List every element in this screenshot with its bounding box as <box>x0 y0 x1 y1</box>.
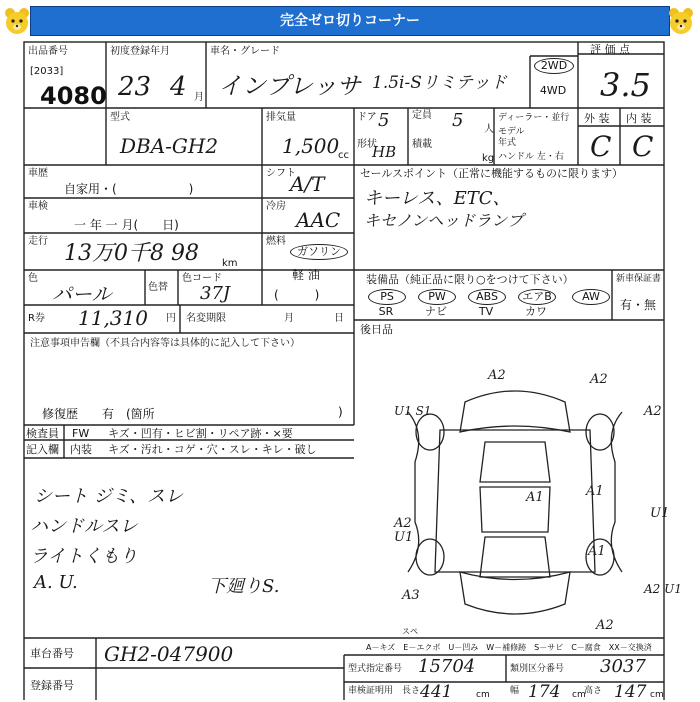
color-label: 色 <box>28 273 38 284</box>
diagram-mark-right-u1: U1 <box>650 506 670 521</box>
fuel-paren: ( ) <box>274 288 320 302</box>
rear-seat-label: 後日品 <box>360 323 393 336</box>
length-value: 441 <box>420 682 453 702</box>
color-change-label: 色替 <box>148 282 168 293</box>
notes-label: 注意事項申告欄（不具合内容等は具体的に記入して下さい） <box>30 338 300 349</box>
diagram-legend: A－キズ E－エクボ U－凹み W－補修跡 S－サビ C－腐食 XX－交換済 <box>366 643 652 652</box>
equipment-label: 装備品（純正品に限り○をつけて下さい） <box>366 273 574 286</box>
diagram-mark-right-a1: A1 <box>586 484 604 499</box>
load-unit: kg <box>482 153 495 164</box>
diagram-mark-lowerleft-a3: A3 <box>402 588 420 603</box>
shape-value: HB <box>372 143 397 161</box>
equipment-item: PS <box>368 289 406 305</box>
chassis-label: 車台番号 <box>30 647 74 660</box>
length-label: 長さ <box>402 686 421 696</box>
car-name: インプレッサ <box>218 72 361 100</box>
mileage-unit: km <box>222 258 238 269</box>
recycle-value: 11,310 <box>78 306 148 330</box>
equipment-item: エアB <box>518 289 556 305</box>
equipment-item: TV <box>478 305 494 318</box>
chassis-value: GH2-047900 <box>104 642 234 666</box>
int-label: 内 装 <box>626 112 652 125</box>
diagram-mark-left-u1: U1 <box>394 530 414 545</box>
class-label: 類別区分番号 <box>510 664 565 674</box>
diagram-mark-right-a2: A2 <box>644 404 662 419</box>
lot-label: 出品番号 <box>28 46 68 57</box>
color-value: パール <box>52 282 112 306</box>
color-code-label: 色コード <box>182 273 222 284</box>
shift-label: シフト <box>266 168 296 179</box>
class-value: 3037 <box>600 656 646 677</box>
fuel-gasoline: ガソリン <box>290 244 348 260</box>
equipment-item: PW <box>418 289 456 305</box>
diagram-mark-topright-a2: A2 <box>590 372 608 387</box>
model-year-label2: 年式 <box>498 138 517 148</box>
inspector-fw: FW <box>72 427 90 440</box>
diagram-mark-left-a2: A2 <box>394 516 412 531</box>
recycle-unit: 円 <box>166 313 176 324</box>
equipment-item: ナビ <box>425 305 447 318</box>
mileage-label: 走行 <box>28 236 48 247</box>
inspector-row1: キズ・凹有・ヒビ割・リペア跡・×要 <box>108 427 293 440</box>
ac-label: 冷房 <box>266 201 286 212</box>
car-damage-diagram <box>400 372 630 634</box>
equipment-item: カワ <box>525 305 547 318</box>
note-line5: 下廻りS. <box>208 576 280 597</box>
history-label: 車歴 <box>28 168 48 179</box>
shift-value: A/T <box>290 172 325 196</box>
lot-number: 4080 <box>40 82 107 110</box>
first-reg-year: 23 <box>118 72 152 102</box>
note-line2: ハンドルスレ <box>30 516 138 537</box>
ext-label: 外 装 <box>584 112 610 125</box>
note-line3: ライトくもり <box>30 546 138 567</box>
mileage-value: 13万0千8 98 <box>64 241 199 266</box>
fuel-label: 燃料 <box>266 236 286 247</box>
fuel-diesel: 軽 油 <box>292 268 320 282</box>
ac-value: AAC <box>296 208 341 232</box>
equipment-item: ABS <box>468 289 506 305</box>
recycle-label: R券 <box>28 313 45 324</box>
lot-sub: [2033] <box>30 66 64 77</box>
sales-line1: キーレス、ETC、 <box>364 188 511 209</box>
model-value: DBA-GH2 <box>120 134 219 158</box>
seat-unit: 人 <box>484 124 494 135</box>
name-change-day: 日 <box>334 313 344 324</box>
width-value: 174 <box>528 682 561 702</box>
height-value: 147 <box>614 682 647 702</box>
diagram-front-label: スペ <box>402 627 418 636</box>
width-unit: cm <box>572 690 586 700</box>
model-year-label: モデル <box>498 127 525 137</box>
inspector-label2: 記入欄 <box>26 443 59 456</box>
diagram-mark-center-a1: A1 <box>526 490 544 505</box>
diagram-mark-lowerright-a2u1: A2 U1 <box>644 582 682 596</box>
inspector-row2: キズ・汚れ・コゲ・穴・スレ・キレ・破し <box>108 443 317 456</box>
disp-value: 1,500 <box>282 134 340 158</box>
score-label: 評 価 点 <box>590 43 630 56</box>
door-label: ドア <box>357 112 377 123</box>
disp-label: 排気量 <box>266 112 296 123</box>
dealer-label: ディーラー・並行 <box>498 113 570 123</box>
reg-cert-label: 車検証明用 <box>348 686 394 696</box>
drive-4wd: 4WD <box>539 84 567 97</box>
drive-2wd: 2WD <box>534 58 574 74</box>
equipment-item: AW <box>572 289 610 305</box>
seat-value: 5 <box>452 110 464 131</box>
sales-line2: キセノンヘッドランプ <box>364 211 524 230</box>
first-reg-label: 初度登録年月 <box>110 46 170 57</box>
color-code-value: 37J <box>200 283 231 304</box>
shape-label: 形状 <box>357 139 377 150</box>
int-value: C <box>632 130 654 163</box>
shaken-value: 一 年 一 月( 日) <box>74 218 179 232</box>
reg-label: 登録番号 <box>30 679 74 692</box>
seat-label: 定員 <box>412 110 432 121</box>
door-value: 5 <box>378 110 390 131</box>
car-grade: 1.5i-Sリミテッド <box>372 73 507 93</box>
handle-label: ハンドル 左・右 <box>498 152 564 162</box>
repair-close: ) <box>338 405 343 419</box>
load-label: 積載 <box>412 139 432 150</box>
height-unit: cm <box>650 690 664 700</box>
diagram-mark-lower-a1: A1 <box>588 544 606 559</box>
width-label: 幅 <box>510 686 520 696</box>
diagram-mark-bottom-a2: A2 <box>596 618 614 633</box>
page-banner: 完全ゼロ切りコーナー <box>30 6 670 36</box>
sales-label: セールスポイント（正常に機能するものに限ります） <box>360 167 624 180</box>
warranty-label: 新車保証書 <box>616 274 662 284</box>
history-value: 自家用・( ) <box>64 182 194 196</box>
inspector-interior: 内装 <box>70 443 92 456</box>
length-unit: cm <box>476 690 490 700</box>
score-value: 3.5 <box>600 66 651 104</box>
first-reg-month: 4 <box>170 72 187 102</box>
repair-label: 修復歴 有 (箇所 <box>42 407 155 421</box>
inspector-label1: 検査員 <box>26 427 59 440</box>
height-label: 高さ <box>584 686 603 696</box>
first-reg-unit: 月 <box>194 92 204 103</box>
diagram-mark-top-a2: A2 <box>488 368 506 383</box>
ext-value: C <box>590 130 612 163</box>
name-change-label: 名変期限 <box>186 313 226 324</box>
note-line1: シート ジミ、スレ <box>34 486 184 507</box>
disp-unit: cc <box>338 150 349 161</box>
shaken-label: 車検 <box>28 201 48 212</box>
type-spec-value: 15704 <box>418 656 476 677</box>
type-spec-label: 型式指定番号 <box>348 664 403 674</box>
note-line4: A. U. <box>34 572 78 593</box>
name-label: 車名・グレード <box>210 46 280 57</box>
warranty-value: 有・無 <box>620 298 657 312</box>
name-change-month: 月 <box>284 313 294 324</box>
equipment-item: SR <box>378 305 394 318</box>
model-label: 型式 <box>110 112 130 123</box>
diagram-mark-left-u1s1: U1 S1 <box>394 404 432 418</box>
